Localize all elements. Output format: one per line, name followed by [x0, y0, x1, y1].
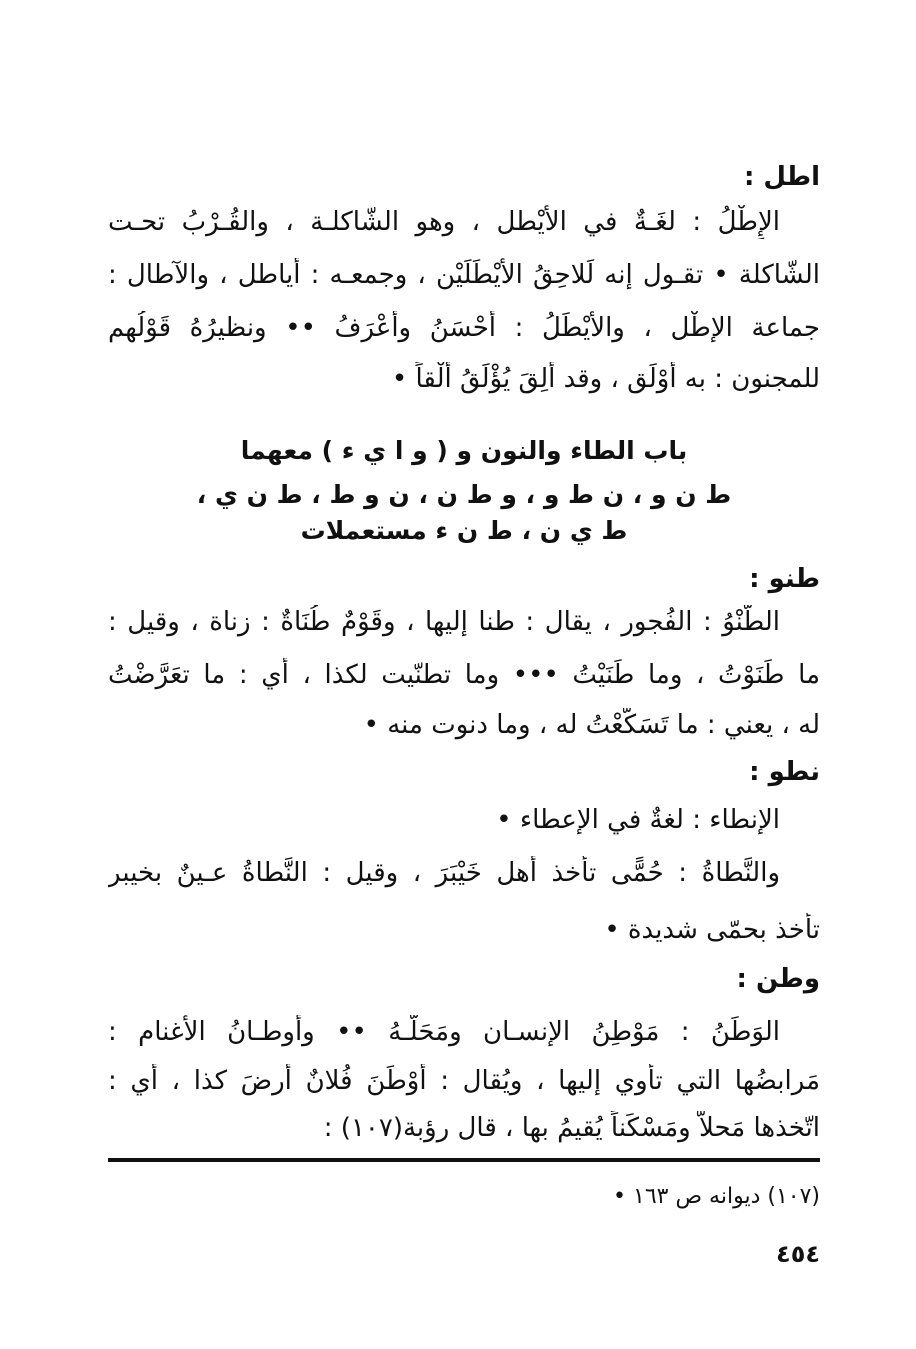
entry-line: جماعة الإطْل ، والأَيْطَلُ : أَحْسَنُ وأَعْرَفُ •• ونظيرُهُ قَوْلُهم: [108, 313, 820, 343]
entry-line: اتّخذها مَحلاًّ ومَسْكَناً يُقيمُ بها ، قال رؤبة(١٠٧) :: [323, 1113, 820, 1143]
entry-heading-atl: اطل :: [743, 162, 820, 192]
entry-line: مَرابضُها التي تأوي إليها ، ويُقال : أَوْطَنَ فُلانٌ أرضَ كذا ، أي :: [108, 1066, 820, 1096]
section-subtitle: ط ي ن ، ط ن ء مستعملات: [300, 516, 628, 545]
entry-line: الشّاكلة • تقـول إنه لَلاحِقُ الأَيْطَلَيْن ، وجمعـه : أياطل ، والآطال :: [108, 260, 820, 290]
entry-line: الإِطْلُ : لغَـةٌ في الأَيْطل ، وهو الشّاكلـة ، والقُـرْبُ تحـت: [108, 207, 780, 237]
entry-line: والنَّطاةُ : حُمًّى تأخذ أهل خَيْبَرَ ، وقيل : النَّطاةُ عـينٌ بخيبر: [108, 858, 780, 888]
entry-line: ما طَنَوْتُ ، وما طَنَيْتُ ••• وما تطنّيت لكذا ، أي : ما تعَرَّضْتُ: [108, 660, 820, 690]
entry-line: الإنطاء : لغةٌ في الإعطاء •: [496, 805, 780, 835]
entry-heading-ntw: نطو :: [749, 757, 820, 787]
page-number: ٤٥٤: [776, 1240, 820, 1268]
entry-line: للمجنون : به أَوْلَق ، وقد أُلِقَ يُؤْلَقُ أَلْقاً •: [391, 364, 820, 394]
entry-line: له ، يعني : ما تَسَكَّعْتُ له ، وما دنوت منه •: [363, 710, 820, 740]
entry-heading-tnw: طنو :: [749, 564, 820, 594]
section-subtitle: ط ن و ، ن ط و ، و ط ن ، ن و ط ، ط ن ي ،: [196, 480, 732, 509]
entry-line: الوَطَنُ : مَوْطِنُ الإنسـان ومَحَلّـهُ •• وأوطـانُ الأغنام :: [108, 1017, 780, 1047]
entry-line: الطَّنْوُ : الفُجور ، يقال : طنا إليها ، وقَوْمٌ طُنَاةٌ : زناة ، وقيل :: [108, 607, 780, 637]
section-title: باب الطاء والنون و ( و ا ي ء ) معهما: [240, 436, 688, 465]
footnote-divider: [108, 1158, 820, 1162]
entry-heading-wtn: وطن :: [736, 964, 820, 994]
entry-line: تأخذ بحمّى شديدة •: [604, 915, 820, 945]
footnote: (١٠٧) ديوانه ص ١٦٣ •: [613, 1184, 820, 1209]
